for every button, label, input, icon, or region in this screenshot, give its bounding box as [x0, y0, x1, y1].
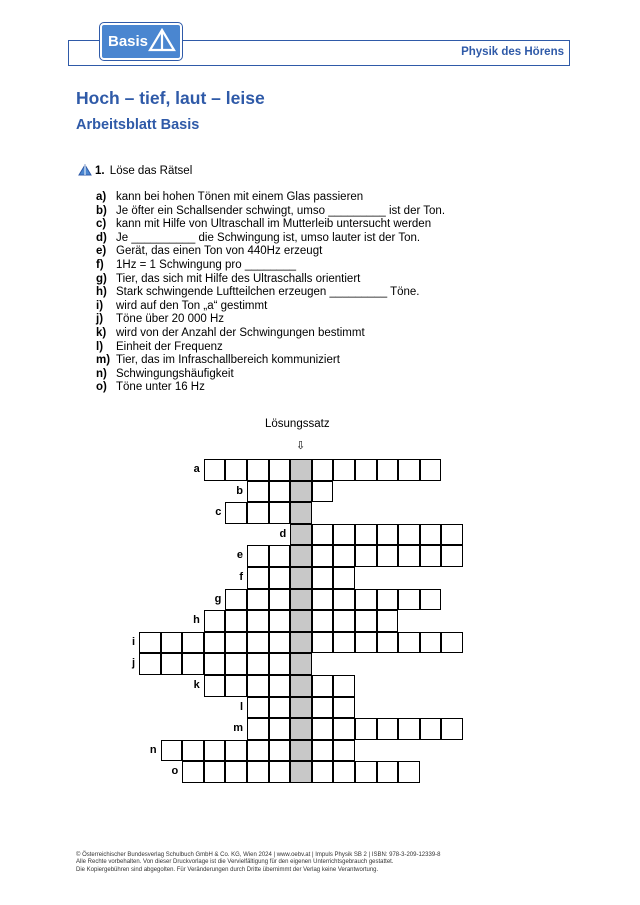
crossword-cell[interactable] — [247, 610, 269, 632]
crossword-cell[interactable] — [398, 632, 420, 654]
crossword-cell[interactable] — [441, 545, 463, 567]
crossword-cell[interactable] — [247, 653, 269, 675]
crossword-cell[interactable] — [225, 653, 247, 675]
clue-text: Je __________ die Schwingung ist, umso lauter ist der Ton. — [116, 231, 421, 244]
crossword-cell[interactable] — [441, 632, 463, 654]
crossword-cell[interactable] — [269, 761, 291, 783]
clue-item — [96, 286, 445, 300]
crossword-cell[interactable] — [204, 610, 226, 632]
crossword-cell[interactable] — [398, 761, 420, 783]
row-label-c: c — [215, 506, 222, 519]
crossword-cell[interactable] — [355, 589, 377, 611]
row-label-n: n — [149, 743, 157, 756]
clue-item — [96, 232, 445, 246]
clue-text: Einheit der Frequenz — [116, 340, 223, 353]
basis-logo — [100, 23, 182, 60]
clue-text: Stark schwingende Luftteilchen erzeugen _________ Töne. — [116, 286, 420, 299]
crossword-cell[interactable] — [247, 740, 269, 762]
crossword-cell[interactable] — [312, 761, 334, 783]
solution-cell[interactable] — [290, 502, 312, 524]
solution-cell[interactable] — [290, 697, 312, 719]
crossword-cell[interactable] — [225, 502, 247, 524]
row-label-e: e — [236, 549, 243, 562]
row-label-g: g — [214, 592, 222, 605]
clue-text: Schwingungshäufigkeit — [116, 367, 234, 380]
crossword-cell[interactable] — [247, 545, 269, 567]
crossword-cell[interactable] — [377, 589, 399, 611]
task-heading — [78, 164, 192, 177]
crossword-cell[interactable] — [247, 761, 269, 783]
crossword-cell[interactable] — [377, 545, 399, 567]
page-subtitle: Arbeitsblatt Basis — [76, 117, 200, 133]
crossword-cell[interactable] — [420, 459, 442, 481]
crossword-cell[interactable] — [398, 524, 420, 546]
row-label-a: a — [193, 463, 200, 475]
crossword-cell[interactable] — [225, 761, 247, 783]
crossword-cell[interactable] — [139, 632, 161, 654]
crossword-cell[interactable] — [312, 459, 334, 481]
crossword-cell[interactable] — [247, 481, 269, 503]
crossword-cell[interactable] — [333, 459, 355, 481]
crossword-cell[interactable] — [377, 610, 399, 632]
clue-list — [96, 191, 445, 395]
solution-cell[interactable] — [290, 761, 312, 783]
clue-letter: l) — [96, 340, 104, 353]
crossword-cell[interactable] — [247, 675, 269, 697]
crossword-cell[interactable] — [377, 459, 399, 481]
clue-item — [96, 368, 445, 382]
crossword-cell[interactable] — [398, 545, 420, 567]
clue-text: wird von der Anzahl der Schwingungen bestimmt — [116, 326, 365, 339]
header-title: Physik des Hörens — [461, 46, 564, 58]
down-arrow-icon: ⇩ — [296, 440, 306, 452]
clue-letter: h) — [96, 286, 107, 299]
solution-cell[interactable] — [290, 545, 312, 567]
crossword-cell[interactable] — [312, 632, 334, 654]
clue-letter: c) — [96, 218, 107, 231]
solution-cell[interactable] — [290, 524, 312, 546]
page-title: Hoch – tief, laut – leise — [76, 88, 265, 108]
crossword-cell[interactable] — [355, 718, 377, 740]
crossword-cell[interactable] — [269, 459, 291, 481]
clue-item — [96, 300, 445, 314]
clue-item — [96, 191, 445, 205]
row-label-f: f — [239, 571, 243, 583]
row-label-i: i — [131, 635, 135, 648]
footer-line-3: Die Kopiergebühren sind abgegolten. Für Veränderungen durch Dritte übernimmt der Verlag keine Verantwortung. — [76, 866, 379, 873]
clue-letter: a) — [96, 191, 107, 203]
crossword-cell[interactable] — [204, 675, 226, 697]
row-label-l: l — [239, 700, 243, 713]
clue-item — [96, 259, 445, 273]
crossword-cell[interactable] — [333, 567, 355, 589]
logo-text: Basis — [108, 33, 149, 50]
clue-text: Töne unter 16 Hz — [116, 381, 205, 394]
clue-letter: i) — [96, 299, 104, 312]
clue-text: wird auf den Ton „a“ gestimmt — [116, 299, 268, 312]
crossword-cell[interactable] — [225, 632, 247, 654]
crossword-cell[interactable] — [355, 761, 377, 783]
clue-item — [96, 273, 445, 287]
crossword-cell[interactable] — [269, 481, 291, 503]
clue-text: Gerät, das einen Ton von 440Hz erzeugt — [116, 245, 323, 258]
clue-item — [96, 313, 445, 327]
crossword-cell[interactable] — [247, 632, 269, 654]
crossword-cell[interactable] — [420, 718, 442, 740]
crossword-cell[interactable] — [312, 524, 334, 546]
crossword-cell[interactable] — [247, 718, 269, 740]
crossword-cell[interactable] — [204, 632, 226, 654]
crossword-cell[interactable] — [225, 459, 247, 481]
row-label-d: d — [279, 527, 287, 540]
solution-cell[interactable] — [290, 589, 312, 611]
solution-cell[interactable] — [290, 632, 312, 654]
crossword-cell[interactable] — [247, 697, 269, 719]
clue-text: Töne über 20 000 Hz — [116, 313, 225, 326]
crossword-cell[interactable] — [139, 653, 161, 675]
crossword-cell[interactable] — [377, 632, 399, 654]
crossword-cell[interactable] — [355, 459, 377, 481]
crossword-cell[interactable] — [182, 653, 204, 675]
crossword-cell[interactable] — [398, 589, 420, 611]
crossword-cell[interactable] — [182, 632, 204, 654]
crossword-cell[interactable] — [269, 502, 291, 524]
crossword-cell[interactable] — [247, 589, 269, 611]
crossword-cell[interactable] — [225, 610, 247, 632]
crossword-cell[interactable] — [312, 545, 334, 567]
clue-letter: d) — [96, 231, 107, 244]
clue-item — [96, 327, 445, 341]
crossword-cell[interactable] — [333, 740, 355, 762]
crossword-cell[interactable] — [398, 459, 420, 481]
clue-item — [96, 341, 445, 355]
crossword-cell[interactable] — [398, 718, 420, 740]
level-triangle-icon — [78, 164, 92, 176]
crossword-cell[interactable] — [204, 740, 226, 762]
row-label-m: m — [233, 722, 243, 735]
crossword-cell[interactable] — [333, 632, 355, 654]
crossword-cell[interactable] — [312, 610, 334, 632]
solution-cell[interactable] — [290, 610, 312, 632]
clue-letter: n) — [96, 367, 107, 380]
solution-cell[interactable] — [290, 675, 312, 697]
solution-cell[interactable] — [290, 718, 312, 740]
crossword-cell[interactable] — [269, 740, 291, 762]
clue-item — [96, 218, 445, 232]
clue-item — [96, 205, 445, 219]
solution-cell[interactable] — [290, 459, 312, 481]
crossword-cell[interactable] — [269, 718, 291, 740]
row-label-b: b — [236, 484, 243, 497]
crossword-cell[interactable] — [161, 632, 183, 654]
crossword-cell[interactable] — [269, 545, 291, 567]
crossword-cell[interactable] — [355, 610, 377, 632]
solution-cell[interactable] — [290, 653, 312, 675]
crossword-cell[interactable] — [377, 524, 399, 546]
crossword-cell[interactable] — [269, 567, 291, 589]
crossword-cell[interactable] — [355, 545, 377, 567]
crossword-cell[interactable] — [333, 697, 355, 719]
crossword-cell[interactable] — [333, 761, 355, 783]
crossword-cell[interactable] — [269, 697, 291, 719]
row-label-j: j — [131, 657, 135, 670]
crossword-cell[interactable] — [333, 589, 355, 611]
crossword-cell[interactable] — [355, 524, 377, 546]
solution-cell[interactable] — [290, 481, 312, 503]
solution-cell[interactable] — [290, 567, 312, 589]
crossword-cell[interactable] — [269, 653, 291, 675]
clue-item — [96, 354, 445, 368]
clue-letter: o) — [96, 381, 107, 394]
row-label-k: k — [193, 679, 200, 691]
crossword-cell[interactable] — [269, 589, 291, 611]
crossword-cell[interactable] — [441, 524, 463, 546]
clue-letter: e) — [96, 245, 107, 258]
crossword-cell[interactable] — [225, 589, 247, 611]
crossword-cell[interactable] — [333, 718, 355, 740]
footer-line-1: © Österreichischer Bundesverlag Schulbuch GmbH & Co. KG, Wien 2024 | www.oebv.at | Impuls Physik SB 2 | ISBN: 978-3-209-12339-8 — [76, 852, 441, 858]
clue-text: Je öfter ein Schallsender schwingt, umso _________ ist der Ton. — [116, 204, 446, 217]
crossword-cell[interactable] — [333, 610, 355, 632]
crossword-cell[interactable] — [420, 545, 442, 567]
crossword-cell[interactable] — [312, 675, 334, 697]
crossword-cell[interactable] — [161, 740, 183, 762]
crossword-cell[interactable] — [312, 718, 334, 740]
crossword-cell[interactable] — [377, 761, 399, 783]
crossword-cell[interactable] — [420, 632, 442, 654]
task-text: Löse das Rätsel — [109, 165, 193, 177]
clue-letter: g) — [96, 272, 107, 285]
task-number: 1. — [95, 165, 105, 177]
clue-text: Tier, das im Infraschallbereich kommuniziert — [116, 354, 340, 367]
crossword-cell[interactable] — [420, 589, 442, 611]
clue-item — [96, 381, 445, 395]
clue-text: kann mit Hilfe von Ultraschall im Mutterleib untersucht werden — [116, 218, 432, 231]
crossword-cell[interactable] — [333, 545, 355, 567]
crossword-cell[interactable] — [269, 610, 291, 632]
solution-cell[interactable] — [290, 740, 312, 762]
triangle-logo-icon — [147, 27, 177, 53]
crossword-cell[interactable] — [312, 740, 334, 762]
crossword-cell[interactable] — [312, 567, 334, 589]
crossword-cell[interactable] — [247, 459, 269, 481]
clue-text: Tier, das sich mit Hilfe des Ultraschalls orientiert — [116, 272, 361, 285]
crossword-cell[interactable] — [333, 675, 355, 697]
clue-letter: f) — [96, 258, 104, 271]
row-label-h: h — [193, 614, 200, 627]
crossword-cell[interactable] — [312, 589, 334, 611]
crossword-cell[interactable] — [441, 718, 463, 740]
crossword-cell[interactable] — [204, 653, 226, 675]
crossword-cell[interactable] — [225, 740, 247, 762]
footer-line-2: Alle Rechte vorbehalten. Von dieser Druckvorlage ist die Vervielfältigung für den eigenen Unterrichtsgebrauch gestattet. — [76, 859, 394, 866]
crossword-cell[interactable] — [182, 740, 204, 762]
crossword-cell[interactable] — [312, 697, 334, 719]
crossword-cell[interactable] — [312, 481, 334, 503]
crossword-cell[interactable] — [182, 761, 204, 783]
crossword-cell[interactable] — [225, 675, 247, 697]
crossword-cell[interactable] — [269, 675, 291, 697]
crossword-cell[interactable] — [355, 632, 377, 654]
crossword-cell[interactable] — [247, 502, 269, 524]
clue-letter: b) — [96, 204, 107, 217]
clue-letter: k) — [96, 326, 107, 339]
crossword-cell[interactable] — [333, 524, 355, 546]
crossword-cell[interactable] — [161, 653, 183, 675]
crossword-cell[interactable] — [204, 761, 226, 783]
row-label-o: o — [171, 765, 179, 778]
crossword-cell[interactable] — [377, 718, 399, 740]
crossword-cell[interactable] — [420, 524, 442, 546]
footer — [76, 852, 441, 874]
clue-letter: j) — [96, 313, 104, 326]
crossword-cell[interactable] — [204, 459, 226, 481]
clue-letter: m) — [96, 354, 111, 367]
clue-text: kann bei hohen Tönen mit einem Glas passieren — [116, 191, 364, 203]
clue-text: 1Hz = 1 Schwingung pro ________ — [116, 258, 296, 271]
crossword-cell[interactable] — [269, 632, 291, 654]
solution-label: Lösungssatz — [265, 418, 330, 430]
clue-item — [96, 245, 445, 259]
crossword-cell[interactable] — [247, 567, 269, 589]
